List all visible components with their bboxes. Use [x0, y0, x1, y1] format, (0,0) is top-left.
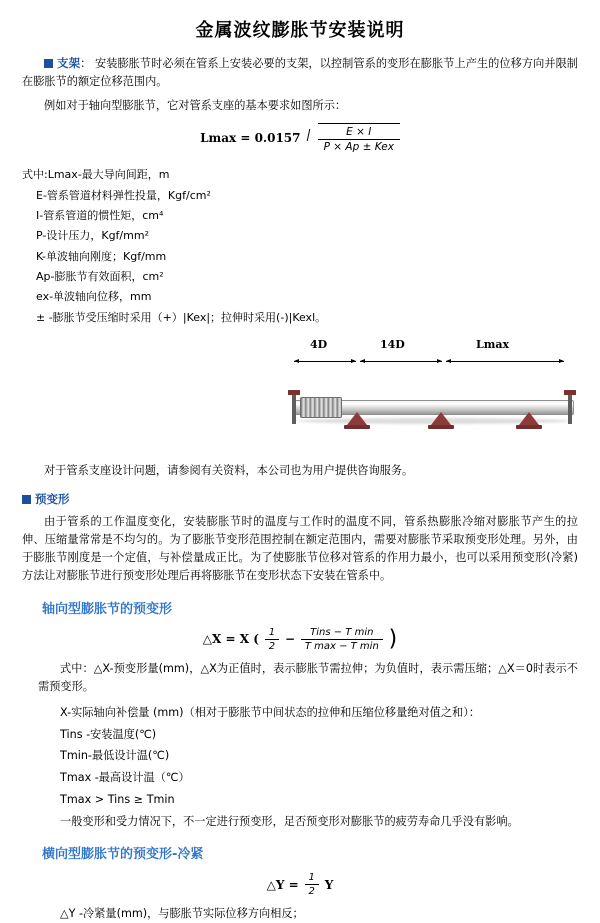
subsection-lateral-predeform-heading: 横向型膨胀节的预变形-冷紧 — [42, 847, 204, 863]
formula-axial-half-num: 1 — [265, 627, 279, 640]
formula-lmax — [22, 123, 578, 153]
diagram-dimension-arrows — [288, 356, 578, 368]
formula-lateral-coldspring — [22, 872, 578, 897]
axial-predeform-note: 一般变形和受力情况下，不一定进行预变形，足否预变形对膨胀节的疲劳寿命几乎没有影响。 — [60, 815, 519, 828]
section-supports-heading: 支架 — [57, 56, 81, 70]
formula-axial-temp-num: Tins − T min — [301, 627, 383, 640]
formula-lmax-denominator: P × Ap ± Kex — [323, 141, 394, 154]
formula-axial-temp-den: T max − T min — [304, 640, 379, 652]
formula-axial-predeform — [22, 627, 578, 652]
diagram-dimension-labels — [288, 338, 578, 356]
term-item: K-单波轴向刚度；Kgf/mm — [36, 249, 167, 263]
formula-axial-explanation: 式中：△X-预变形量(mm)，△X为正值时，表示膨胀节需拉伸；为负值时，表示需压缩；△X＝0时表示不需预变形。 — [38, 661, 578, 693]
axial-terms-list — [22, 702, 578, 811]
term-item: E-管系管道材料弹性投量，Kgf/cm² — [36, 188, 211, 202]
page-title: 金属波纹膨胀节安装说明 — [195, 20, 405, 41]
formula-axial-lhs: △X = X ( — [202, 632, 259, 646]
bellows-expansion-joint-icon — [300, 397, 342, 418]
section-predeform-heading: 预变形 — [35, 492, 70, 507]
section-predeform-text: 由于管系的工作温度变化，安装膨胀节时的温度与工作时的温度不同，管系热膨胀冷缩对膨胀节产生的拉伸、压缩量常常是不均匀的。为了膨胀节变形范围控制在额定范围内，需要对膨胀节采取预变形处理。另外，由于膨胀节刚度是一个定值，与补偿量成正比。为了使膨胀节位移对管系的作用力最小，也可以采用预变形(冷紧)方法让对膨胀节进行预变形处理后再将膨胀节在变形状态下安装在管系中。 — [22, 514, 578, 583]
support-icon — [516, 412, 542, 432]
support-icon — [344, 412, 370, 432]
axial-term-item: Tmax > Tins ≥ Tmin — [60, 793, 175, 807]
term-item: I-管系管道的惯性矩，cm⁴ — [36, 209, 164, 223]
diagram-pipe-assembly — [288, 370, 578, 446]
formula-lmax-radical — [306, 123, 400, 153]
subsection-axial-predeform-heading: 轴向型膨胀节的预变形 — [42, 601, 173, 617]
formula-lateral-explanation: △Y -冷紧量(mm)，与膨胀节实际位移方向相反； — [60, 907, 304, 921]
blue-square-icon — [22, 495, 31, 504]
formula-lateral-rhs: Y — [324, 877, 334, 892]
formula-axial-half-den: 2 — [268, 640, 276, 652]
diagram-column — [288, 328, 578, 458]
diagram-label-4d: 4D — [310, 338, 328, 352]
axial-term-item: Tmin-最低设计温(℃) — [60, 749, 170, 763]
formula-lateral-half-num: 1 — [305, 872, 319, 885]
formula-lateral-half — [305, 872, 319, 897]
term-item: ± -膨胀节受压缩时采用（+）|Kex|；拉伸时采用(-)|Kexl。 — [36, 310, 327, 324]
term-item: ex-单波轴向位移，mm — [36, 290, 152, 304]
anchor-icon — [564, 390, 576, 424]
formula-lmax-fraction — [318, 126, 400, 153]
formula-axial-rhs: ) — [388, 626, 398, 651]
anchor-icon — [288, 390, 300, 424]
formula-axial-minus: − — [284, 632, 295, 646]
arrow-14d — [360, 361, 442, 362]
section-predeform-heading-row — [22, 490, 578, 509]
axial-term-item: Tins -安装温度(℃) — [60, 727, 157, 741]
arrow-4d — [294, 361, 356, 362]
diagram-label-lmax: Lmax — [476, 338, 510, 352]
blue-square-icon — [44, 59, 53, 68]
terms-column — [22, 163, 327, 328]
supports-note: 对于管系支座设计问题，请参阅有关资料，本公司也为用户提供咨询服务。 — [44, 464, 414, 478]
diagram-label-14d: 14D — [380, 338, 405, 352]
formula-axial-temp-fraction — [301, 627, 383, 652]
formula-lmax-numerator: E × I — [318, 126, 400, 140]
formula-lmax-lhs: Lmax = 0.0157 — [200, 131, 301, 146]
formula-lateral-half-den: 2 — [308, 886, 315, 898]
term-item: P-设计压力，Kgf/mm² — [36, 229, 149, 243]
arrow-lmax — [446, 361, 564, 362]
formula-axial-half — [265, 627, 279, 652]
support-icon — [428, 412, 454, 432]
axial-term-item: X-实际轴向补偿量 (mm)（相对于膨胀节中间状态的拉伸和压缩位移量绝对值之和）： — [60, 705, 481, 719]
term-item: 式中:Lmax-最大导向间距，m — [22, 168, 170, 182]
term-item: Ap-膨胀节有效面积，cm² — [36, 270, 164, 284]
terms-list — [22, 165, 327, 328]
section-supports-paragraph2: 例如对于轴向型膨胀节，它对管系支座的基本要求如图所示： — [44, 99, 347, 113]
section-supports-paragraph1: 支架： 安装膨胀节时必须在管系上安装必要的支架，以控制管系的变形在膨胀节上产生的位移方向并限制在膨胀节的额定位移范围内。 — [22, 56, 578, 89]
axial-term-item: Tmax -最高设计温（℃） — [60, 771, 190, 785]
section-supports-text1: 安装膨胀节时必须在管系上安装必要的支架，以控制管系的变形在膨胀节上产生的位移方向并限制在膨胀节的额定位移范围内。 — [22, 57, 578, 89]
formula-lateral-lhs: △Y = — [266, 877, 299, 892]
support-layout-diagram — [288, 338, 578, 458]
